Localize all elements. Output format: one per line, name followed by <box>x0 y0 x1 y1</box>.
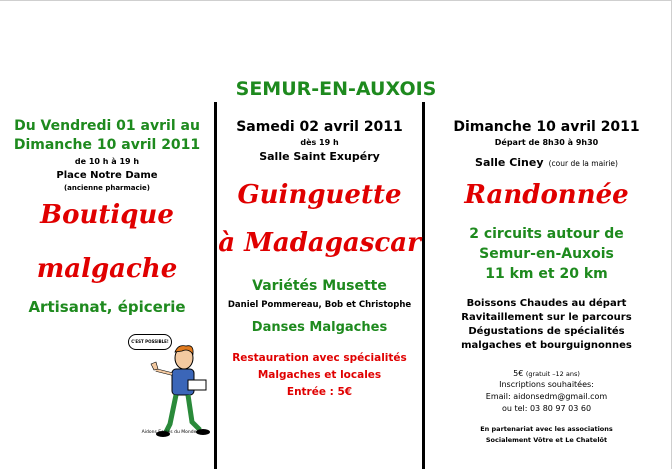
col3-info-line1: Boissons Chaudes au départ <box>466 298 627 309</box>
col3-phone: 03 80 97 03 60 <box>529 404 592 413</box>
col3-departure: Départ de 8h30 à 9h30 <box>494 138 599 147</box>
col2-title-line2: à Madagascar <box>218 228 421 258</box>
col3-email-line <box>425 392 668 401</box>
col3-price-note: (gratuit –12 ans) <box>525 370 580 378</box>
col2-date: Samedi 02 avril 2011 <box>236 119 403 135</box>
col3-signup: Inscriptions souhaitées: <box>499 380 594 389</box>
col2-entry: Entrée : 5€ <box>286 386 353 398</box>
town-title: SEMUR-EN-AUXOIS <box>235 78 437 100</box>
col1-date-line1: Du Vendredi 01 avril au <box>14 118 200 134</box>
col3-distances: 11 km et 20 km <box>485 266 608 282</box>
col3-partner-line1: En partenariat avec les associations <box>480 425 613 433</box>
col1-title-line2: malgache <box>36 254 178 284</box>
col2-dances: Danses Malgaches <box>251 320 388 335</box>
col3-phone-label: ou tel: <box>501 404 528 413</box>
col3-price-line <box>425 369 668 378</box>
col2-artists: Daniel Pommereau, Bob et Christophe <box>227 300 412 310</box>
col3-date: Dimanche 10 avril 2011 <box>453 119 640 135</box>
col2-food-line1: Restauration avec spécialités <box>232 352 407 364</box>
col3-venue-line <box>425 151 668 170</box>
col1-subtitle: Artisanat, épicerie <box>28 298 186 316</box>
col2-venue: Salle Saint Exupéry <box>259 150 380 163</box>
col3-partner-line2: Socialement Vôtre et Le Chatelôt <box>485 436 608 444</box>
col3-email[interactable]: aidonsedm@gmail.com <box>513 392 608 401</box>
col1-place-note: (ancienne pharmacie) <box>63 184 151 192</box>
cartoon-speech-bubble: C'EST POSSIBLE! <box>128 334 172 350</box>
col2-title-line1: Guinguette <box>237 180 402 210</box>
cartoon-caption: Aidons Ecoles du Monde <box>141 430 197 435</box>
col3-venue-note: (cour de la mairie) <box>548 159 618 168</box>
col3-circuits-line2: Semur-en-Auxois <box>479 246 614 262</box>
col1-title-line1: Boutique <box>40 200 174 230</box>
col2-food-line2: Malgaches et locales <box>257 369 382 381</box>
col3-venue: Salle Ciney <box>475 156 544 169</box>
col1-hours: de 10 h à 19 h <box>74 157 140 166</box>
col1-place: Place Notre Dame <box>56 170 158 181</box>
col3-info-line2: Ravitaillement sur le parcours <box>461 312 632 323</box>
top-border <box>0 0 672 1</box>
col3-email-label: Email: <box>485 392 511 401</box>
col3-info-line3: Dégustations de spécialités <box>468 326 625 337</box>
cartoon-figure <box>126 342 212 442</box>
col3-circuits-line1: 2 circuits autour de <box>469 226 624 242</box>
col1-date-line2: Dimanche 10 avril 2011 <box>13 137 201 153</box>
col3-price: 5€ <box>513 369 524 378</box>
col3-info-line4: malgaches et bourguignonnes <box>461 340 632 351</box>
col2-hours: dès 19 h <box>300 138 339 147</box>
col3-phone-line <box>425 404 668 413</box>
col2-music: Variétés Musette <box>252 278 387 294</box>
col3-title: Randonnée <box>464 180 629 210</box>
cartoon-illustration <box>126 330 212 442</box>
